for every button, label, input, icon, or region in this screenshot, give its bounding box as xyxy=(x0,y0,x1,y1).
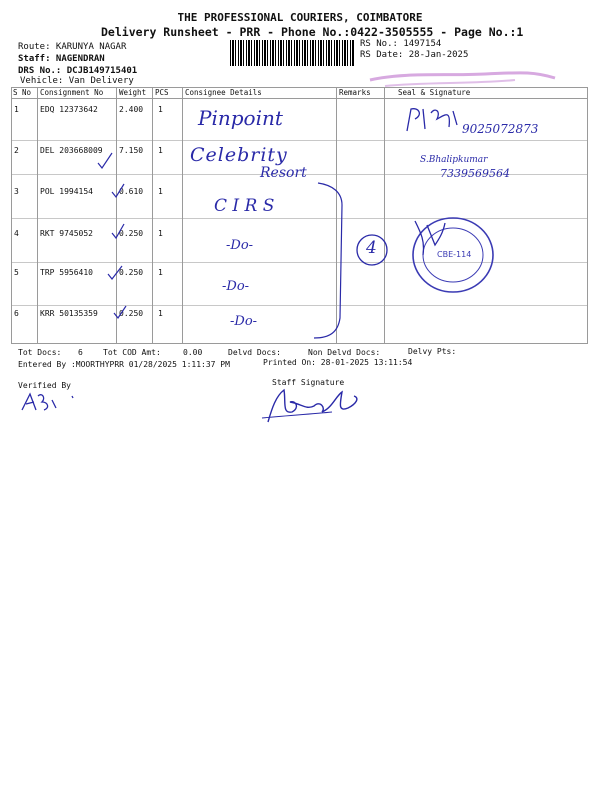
consignee-2a: Celebrity xyxy=(190,144,288,166)
staff-label: Staff: NAGENDRAN xyxy=(18,54,105,64)
ditto-mark: -Do- xyxy=(222,279,250,294)
signature-2-number: 7339569564 xyxy=(440,167,510,180)
col-consignee: Consignee Details xyxy=(185,88,262,97)
check-icon xyxy=(112,224,124,238)
col-consignment: Consignment No xyxy=(40,88,104,97)
consignee-3: C I R S xyxy=(214,196,275,216)
tot-cod-value: 0.00 xyxy=(183,348,203,357)
non-delvd-docs-label: Non Delvd Docs: xyxy=(308,348,381,357)
route-label: Route: KARUNYA NAGAR xyxy=(18,42,127,52)
circled-count: 4 xyxy=(366,238,377,258)
check-icon xyxy=(98,153,112,168)
tot-cod-label: Tot COD Amt: xyxy=(103,348,161,357)
check-icon xyxy=(112,184,124,197)
verifier-signature xyxy=(20,390,80,415)
delvy-pts-label: Delvy Pts: xyxy=(408,347,457,356)
col-seal-signature: Seal & Signature xyxy=(398,88,471,97)
check-icon xyxy=(108,266,122,279)
delvd-docs-label: Delvd Docs: xyxy=(228,348,281,357)
company-title: THE PROFESSIONAL COURIERS, COIMBATORE xyxy=(177,11,423,24)
verified-by-label: Verified By xyxy=(18,381,71,390)
tot-docs-label: Tot Docs: xyxy=(18,348,62,357)
brace-mark xyxy=(314,183,342,338)
check-icon xyxy=(114,306,126,318)
col-weight: Weight xyxy=(119,88,147,97)
drs-label: DRS No.: DCJB149715401 xyxy=(18,66,138,76)
entered-by: Entered By :MOORTHYPRR 01/28/2025 1:11:37 PM xyxy=(18,360,230,369)
col-sno: S No xyxy=(13,88,32,97)
tot-docs-value: 6 xyxy=(78,348,83,357)
staff-signature xyxy=(262,388,367,428)
printed-on: Printed On: 28-01-2025 13:11:54 xyxy=(263,358,413,367)
ditto-mark: -Do- xyxy=(230,314,258,329)
rs-no: RS No.: 1497154 xyxy=(360,39,442,49)
col-pcs: PCS xyxy=(155,88,169,97)
col-remarks: Remarks xyxy=(339,88,371,97)
signature-1 xyxy=(405,105,465,135)
runsheet-subtitle: Delivery Runsheet - PRR - Phone No.:0422-3505555 - Page No.:1 xyxy=(101,25,524,39)
vehicle-label: Vehicle: Van Delivery xyxy=(20,76,134,86)
rs-date: RS Date: 28-Jan-2025 xyxy=(360,50,469,60)
signature-2-name: S.Bhalipkumar xyxy=(420,155,488,165)
runsheet-table: S No Consignment No Weight PCS Consignee Details Remarks Seal & Signature 1 EDQ 12373642 2.400 1 2 DEL 203668009 7.150 1 3 POL 1994154 0.610 1 4 RKT 9745052 0.250 1 5 TRP 5956410 0.250 1 6 KRR 50135359 0.250 1 xyxy=(11,87,588,344)
consignee-1: Pinpoint xyxy=(198,106,283,130)
consignee-2b: Resort xyxy=(260,165,307,181)
stamp-code: CBE-114 xyxy=(437,250,472,259)
staff-signature-label: Staff Signature xyxy=(272,378,345,387)
ditto-mark: -Do- xyxy=(226,238,254,253)
signature-1-number: 9025072873 xyxy=(462,122,539,136)
